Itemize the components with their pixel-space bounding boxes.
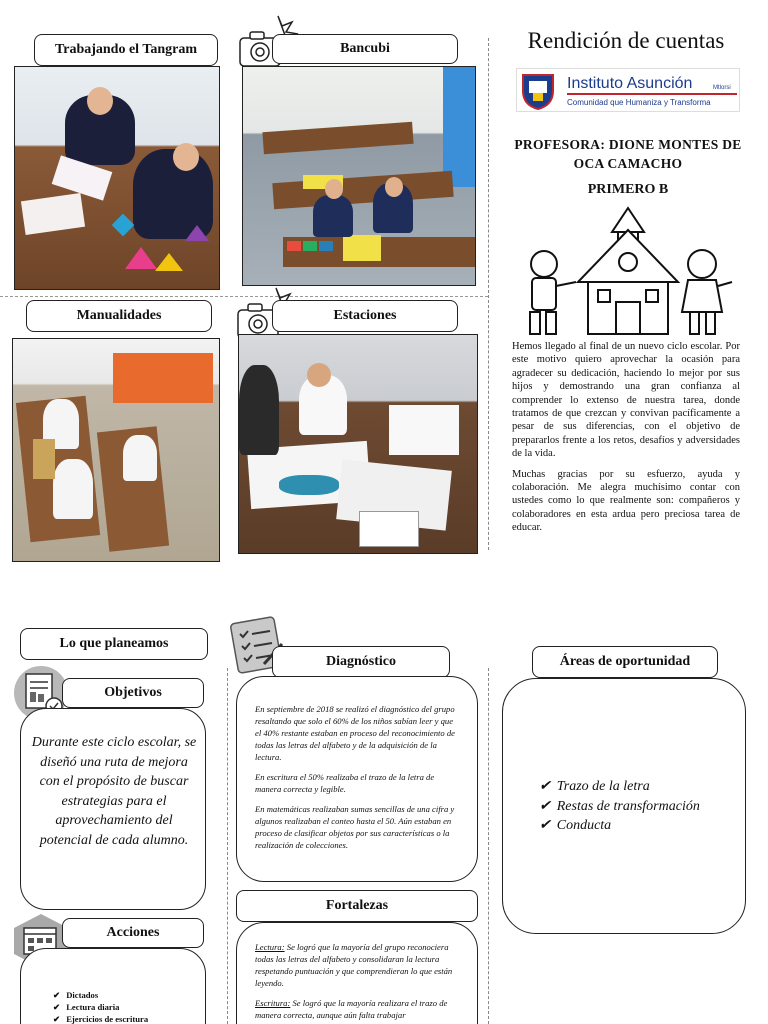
logo-name: Instituto Asunción xyxy=(567,75,693,92)
diagnostico-paragraph-3: En matemáticas realizaban sumas sencillas de una cifra y algunos realizaban el conteo hasta el 50. Aún estaban en proceso de clasificar objetos por sus características o la realización de colecciones. xyxy=(255,804,455,850)
areas-list xyxy=(539,777,700,836)
acciones-list xyxy=(53,989,148,1024)
teacher-name: PROFESORA: DIONE MONTES DE OCA CAMACHO xyxy=(514,137,742,171)
areas-panel xyxy=(502,678,746,934)
cover-title: Rendición de cuentas xyxy=(527,28,725,53)
fortalezas-label: Fortalezas xyxy=(236,890,478,922)
area-item: ✔ Trazo de la letra xyxy=(539,777,700,797)
fortalezas-lectura xyxy=(255,941,459,989)
fold-line-top-lower xyxy=(488,300,489,550)
diagnostico-paragraph-2: En escritura el 50% realizaba el trazo de la letra de manera correcta y legible. xyxy=(255,772,435,794)
accion-item: ✔ Dictados xyxy=(53,989,148,1001)
logo-tagline-text: Comunidad que Humaniza y Transforma xyxy=(567,98,711,107)
plan-header: Lo que planeamos xyxy=(20,628,208,660)
letter-paragraph-2: Muchas gracias por su esfuerzo, ayuda y colaboración. Me alegra muchísimo contar con ustedes como lo que realmente son: compañeros y colaboradores en esta ardua pero preciosa tarea de educar. xyxy=(512,468,740,534)
fortalezas-lectura-label: Lectura: xyxy=(255,942,285,952)
fortalezas-panel xyxy=(236,922,478,1024)
manualidades-label: Manualidades xyxy=(26,300,212,332)
accion-item: ✔ Ejercicios de escritura xyxy=(53,1013,148,1024)
letter-text xyxy=(512,340,740,542)
objetivos-panel xyxy=(20,708,206,910)
objetivos-label: Objetivos xyxy=(62,678,204,708)
logo-tagline xyxy=(567,93,737,95)
area-item: ✔ Restas de transformación xyxy=(539,797,700,817)
acciones-panel xyxy=(20,948,206,1024)
letter-paragraph-1: Hemos llegado al final de un nuevo ciclo escolar. Por este motivo quiero aprovechar la ocasión para agradecer su dedicación, haciendo lo mejor por sus hijos y demostrando una gran confianza al comprender lo extenso de nuestra tarea, donde tratamos de que crezcan y convivan pacíficamente a pesar de sus diferencias, con el objetivo de prepararlos frente a los retos, desafíos y adversidades de la vida. xyxy=(512,341,740,460)
acciones-label: Acciones xyxy=(62,918,204,948)
fortalezas-escritura-label: Escritura: xyxy=(255,998,291,1008)
bancubi-photo xyxy=(242,66,476,286)
school-house-illustration xyxy=(518,202,738,340)
tangram-photo xyxy=(14,66,220,290)
fortalezas-escritura-text: Se logró que la mayoría realizara el trazo de manera correcta, aunque aún falta trabajar xyxy=(255,998,448,1020)
objetivos-text: Durante este ciclo escolar, se diseñó una ruta de mejora con el propósito de buscar estrategias para el aprovechamiento del potencial de cada alumno. xyxy=(31,735,197,848)
shield-icon xyxy=(519,71,557,111)
estaciones-photo xyxy=(238,334,478,554)
diagnostico-label: Diagnóstico xyxy=(272,646,450,678)
tangram-label: Trabajando el Tangram xyxy=(34,34,218,66)
areas-label: Áreas de oportunidad xyxy=(532,646,718,678)
logo-small: Mtlorsi xyxy=(713,85,731,91)
area-item: ✔ Conducta xyxy=(539,816,700,836)
fortalezas-escritura xyxy=(255,997,459,1021)
fold-line-bottom-left xyxy=(227,668,228,1024)
diagnostico-panel xyxy=(236,676,478,882)
fold-line-bottom-right xyxy=(488,668,489,1024)
estaciones-label: Estaciones xyxy=(272,300,458,332)
fortalezas-lectura-text: Se logró que la mayoría del grupo reconociera todas las letras del alfabeto y consolidaran la lectura respetando puntuación y que comprendieran lo que están leyendo. xyxy=(255,942,453,988)
school-logo xyxy=(516,68,740,112)
manualidades-photo xyxy=(12,338,220,562)
accion-item: ✔ Lectura diaria xyxy=(53,1001,148,1013)
bancubi-label: Bancubi xyxy=(272,34,458,64)
fold-line-top xyxy=(488,38,489,298)
diagnostico-paragraph-1: En septiembre de 2018 se realizó el diagnóstico del grupo resaltando que solo el 60% de los niños sabían leer y que el 40% restante estaban en proceso del reconocimiento de todas las letras del alfabeto y de la adquisición de la lectura. xyxy=(255,704,455,762)
group-name: PRIMERO B xyxy=(587,182,669,197)
